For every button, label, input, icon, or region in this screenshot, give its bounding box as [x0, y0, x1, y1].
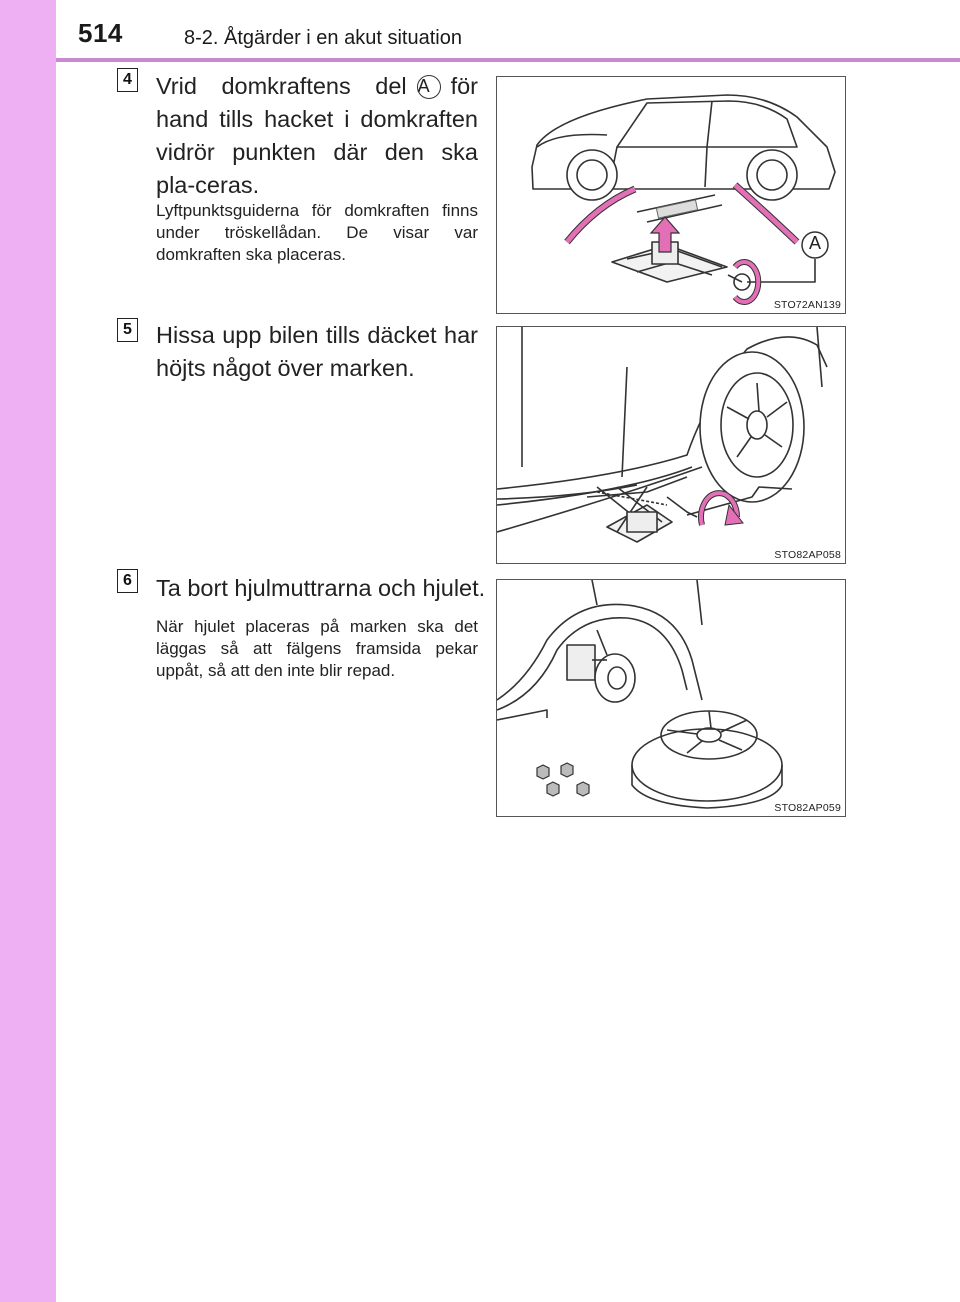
figure-callout-a: A — [808, 233, 821, 253]
wheel-removed-illustration — [497, 580, 846, 817]
step-4-text-start: Vrid domkraftens del — [156, 73, 407, 99]
section-title: 8-2. Åtgärder i en akut situation — [184, 27, 462, 49]
figure-code: STO82AP058 — [774, 549, 841, 561]
figure-code: STO82AP059 — [774, 802, 841, 814]
step-4-instruction — [156, 70, 478, 202]
page-number: 514 — [78, 18, 123, 48]
figure-jack-raising — [496, 326, 846, 564]
header-rule — [56, 58, 960, 62]
car-jack-position-illustration — [497, 77, 846, 314]
jack-raising-wheel-illustration — [497, 327, 846, 564]
side-thumb-band — [0, 0, 56, 1302]
part-a-marker: A — [417, 75, 441, 99]
step-number-badge: 6 — [117, 569, 138, 593]
step-6-instruction: Ta bort hjulmuttrarna och hjulet. — [156, 575, 486, 601]
figure-jack-position — [496, 76, 846, 314]
figure-wheel-removed — [496, 579, 846, 817]
step-4-text-continue-first: för — [450, 73, 478, 99]
step-number-badge: 4 — [117, 68, 138, 92]
figure-code: STO72AN139 — [773, 299, 841, 311]
step-6-note: När hjulet placeras på marken ska det läggas så att fälgens framsida pekar uppåt, så att den inte blir repad. — [156, 617, 478, 680]
step-4-text-rest: hand tills hacket i domkraften vidrör punkten där den ska pla-ceras. — [156, 106, 478, 198]
step-4-note: Lyftpunktsguiderna för domkraften finns under tröskellådan. De visar var domkraften ska placeras. — [156, 201, 478, 264]
step-number-badge: 5 — [117, 318, 138, 342]
step-5-instruction: Hissa upp bilen tills däcket har höjts något över marken. — [156, 322, 478, 381]
